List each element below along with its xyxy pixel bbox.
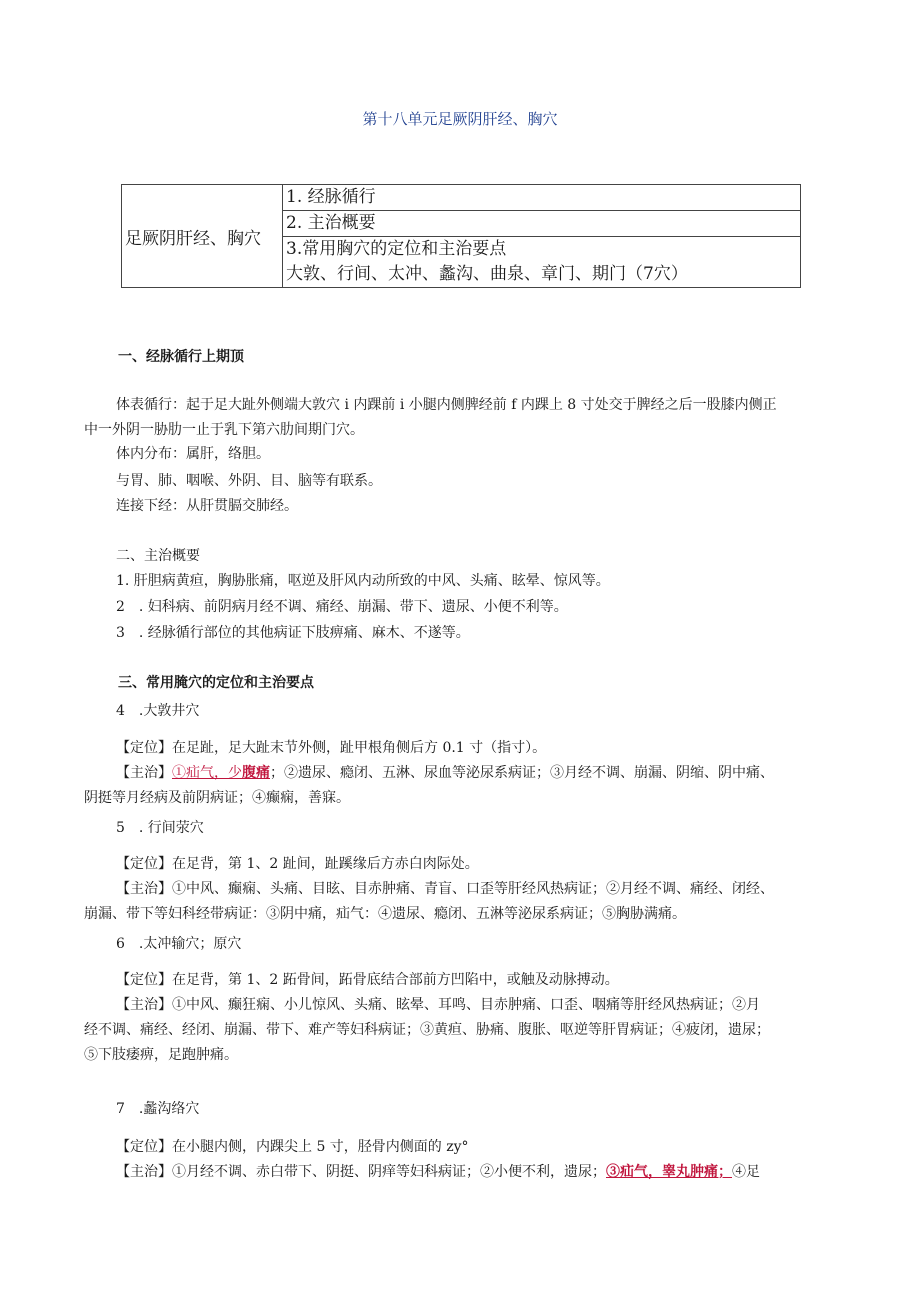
treatment-label: 【主治】 [116,1164,172,1180]
section1-line: 体内分布：属肝，络胆。 [116,446,270,462]
highlight-bold-text: ③疝气，睾丸肿痛； [606,1164,732,1180]
section2-heading: 二、主治概要 [116,548,200,564]
outline-points-line: 大敦、行间、太冲、蠡沟、曲泉、章门、期门（7穴） [283,262,801,288]
point-location: 【定位】在足背，第 1、2 跖骨间，跖骨底结合部前方凹陷中，或触及动脉搏动。 [116,972,619,988]
section2-item: 2 . 妇科病、前阴病月经不调、痛经、崩漏、带下、遗尿、小便不利等。 [116,599,568,615]
section1-line: 中一外阴一胁肋一止于乳下第六肋间期门穴。 [84,422,364,438]
treatment-text: ；②遗尿、瘾闭、五淋、尿血等泌尿系病证；③月经不调、崩漏、阴缩、阴中痛、 [270,765,774,781]
point-name: 5 . 行间荥穴 [116,820,204,836]
outline-item: 1. 经脉循行 [283,185,801,211]
treatment-text: ①月经不调、赤白带下、阴挺、阴痒等妇科病证；②小便不利，遗尿； [172,1164,606,1180]
outline-item: 2. 主治概要 [283,211,801,237]
section1-line: 与胃、肺、咽喉、外阴、目、脑等有联系。 [116,473,382,489]
point-location: 【定位】在小腿内侧，内踝尖上 5 寸，胫骨内侧面的 zy° [116,1139,469,1155]
point-treatment: 【主治】①中风、癫狂痫、小儿惊风、头痛、眩晕、耳鸣、目赤肿痛、口歪、咽痛等肝经风热病证；②月 [116,997,760,1013]
page-title: 第十八单元足厥阴肝经、胸穴 [362,110,558,128]
section2-item: 3 . 经脉循行部位的其他病证下肢痹痛、麻木、不遂等。 [116,625,470,641]
treatment-text: ④足 [732,1164,760,1180]
section1-line: 体表循行：起于足大趾外侧端大敦穴 i 内踝前 i 小腿内侧脾经前 f 内踝上 8 寸处交于脾经之后一股膝内侧正 [116,397,777,413]
point-name: 7 .蠡沟络穴 [116,1101,200,1117]
point-treatment [116,1161,760,1181]
highlight-text: ①疝气，少 [172,765,242,781]
point-name: 4 .大敦井穴 [116,703,200,719]
point-name: 6 .太冲输穴；原穴 [116,936,242,952]
point-treatment [116,762,774,782]
point-treatment-cont: 经不调、痛经、经闭、崩漏、带下、难产等妇科病证；③黄疸、胁痛、腹胀、呕逆等肝胃病证；④疲闭，遗尿； [84,1022,770,1038]
treatment-label: 【主治】 [116,765,172,781]
highlight-bold-text: 腹痛 [242,765,270,781]
point-location: 【定位】在足背，第 1、2 趾间，趾蹊缘后方赤白肉际处。 [116,856,479,872]
point-treatment-cont: 阴挺等月经病及前阴病证；④癫痫，善寐。 [84,790,350,806]
point-location: 【定位】在足趾，足大趾末节外侧，趾甲根角侧后方 0.1 寸（指寸）。 [116,740,547,756]
section1-heading: 一、经脉循行上期顶 [118,349,244,365]
section1-line: 连接下经：从肝贯膈交肺经。 [116,498,298,514]
point-treatment: 【主治】①中风、癫痫、头痛、目眩、目赤肿痛、青盲、口歪等肝经风热病证；②月经不调、痛经、闭经、 [116,881,774,897]
point-treatment-cont: 崩漏、带下等妇科经带病证：③阴中痛，疝气：④遗尿、瘾闭、五淋等泌尿系病证；⑤胸胁满痛。 [84,906,686,922]
outline-left-cell: 足厥阴肝经、胸穴 [122,185,283,288]
outline-table [121,184,801,288]
section2-item: 1. 肝胆病黄疸，胸胁胀痛，呕逆及肝风内动所致的中风、头痛、眩晕、惊风等。 [116,573,610,589]
point-treatment-cont: ⑤下肢痿痹，足跑肿痛。 [84,1047,238,1063]
section3-heading: 三、常用腌穴的定位和主治要点 [118,675,314,691]
outline-item: 3.常用胸穴的定位和主治要点 [283,237,801,263]
